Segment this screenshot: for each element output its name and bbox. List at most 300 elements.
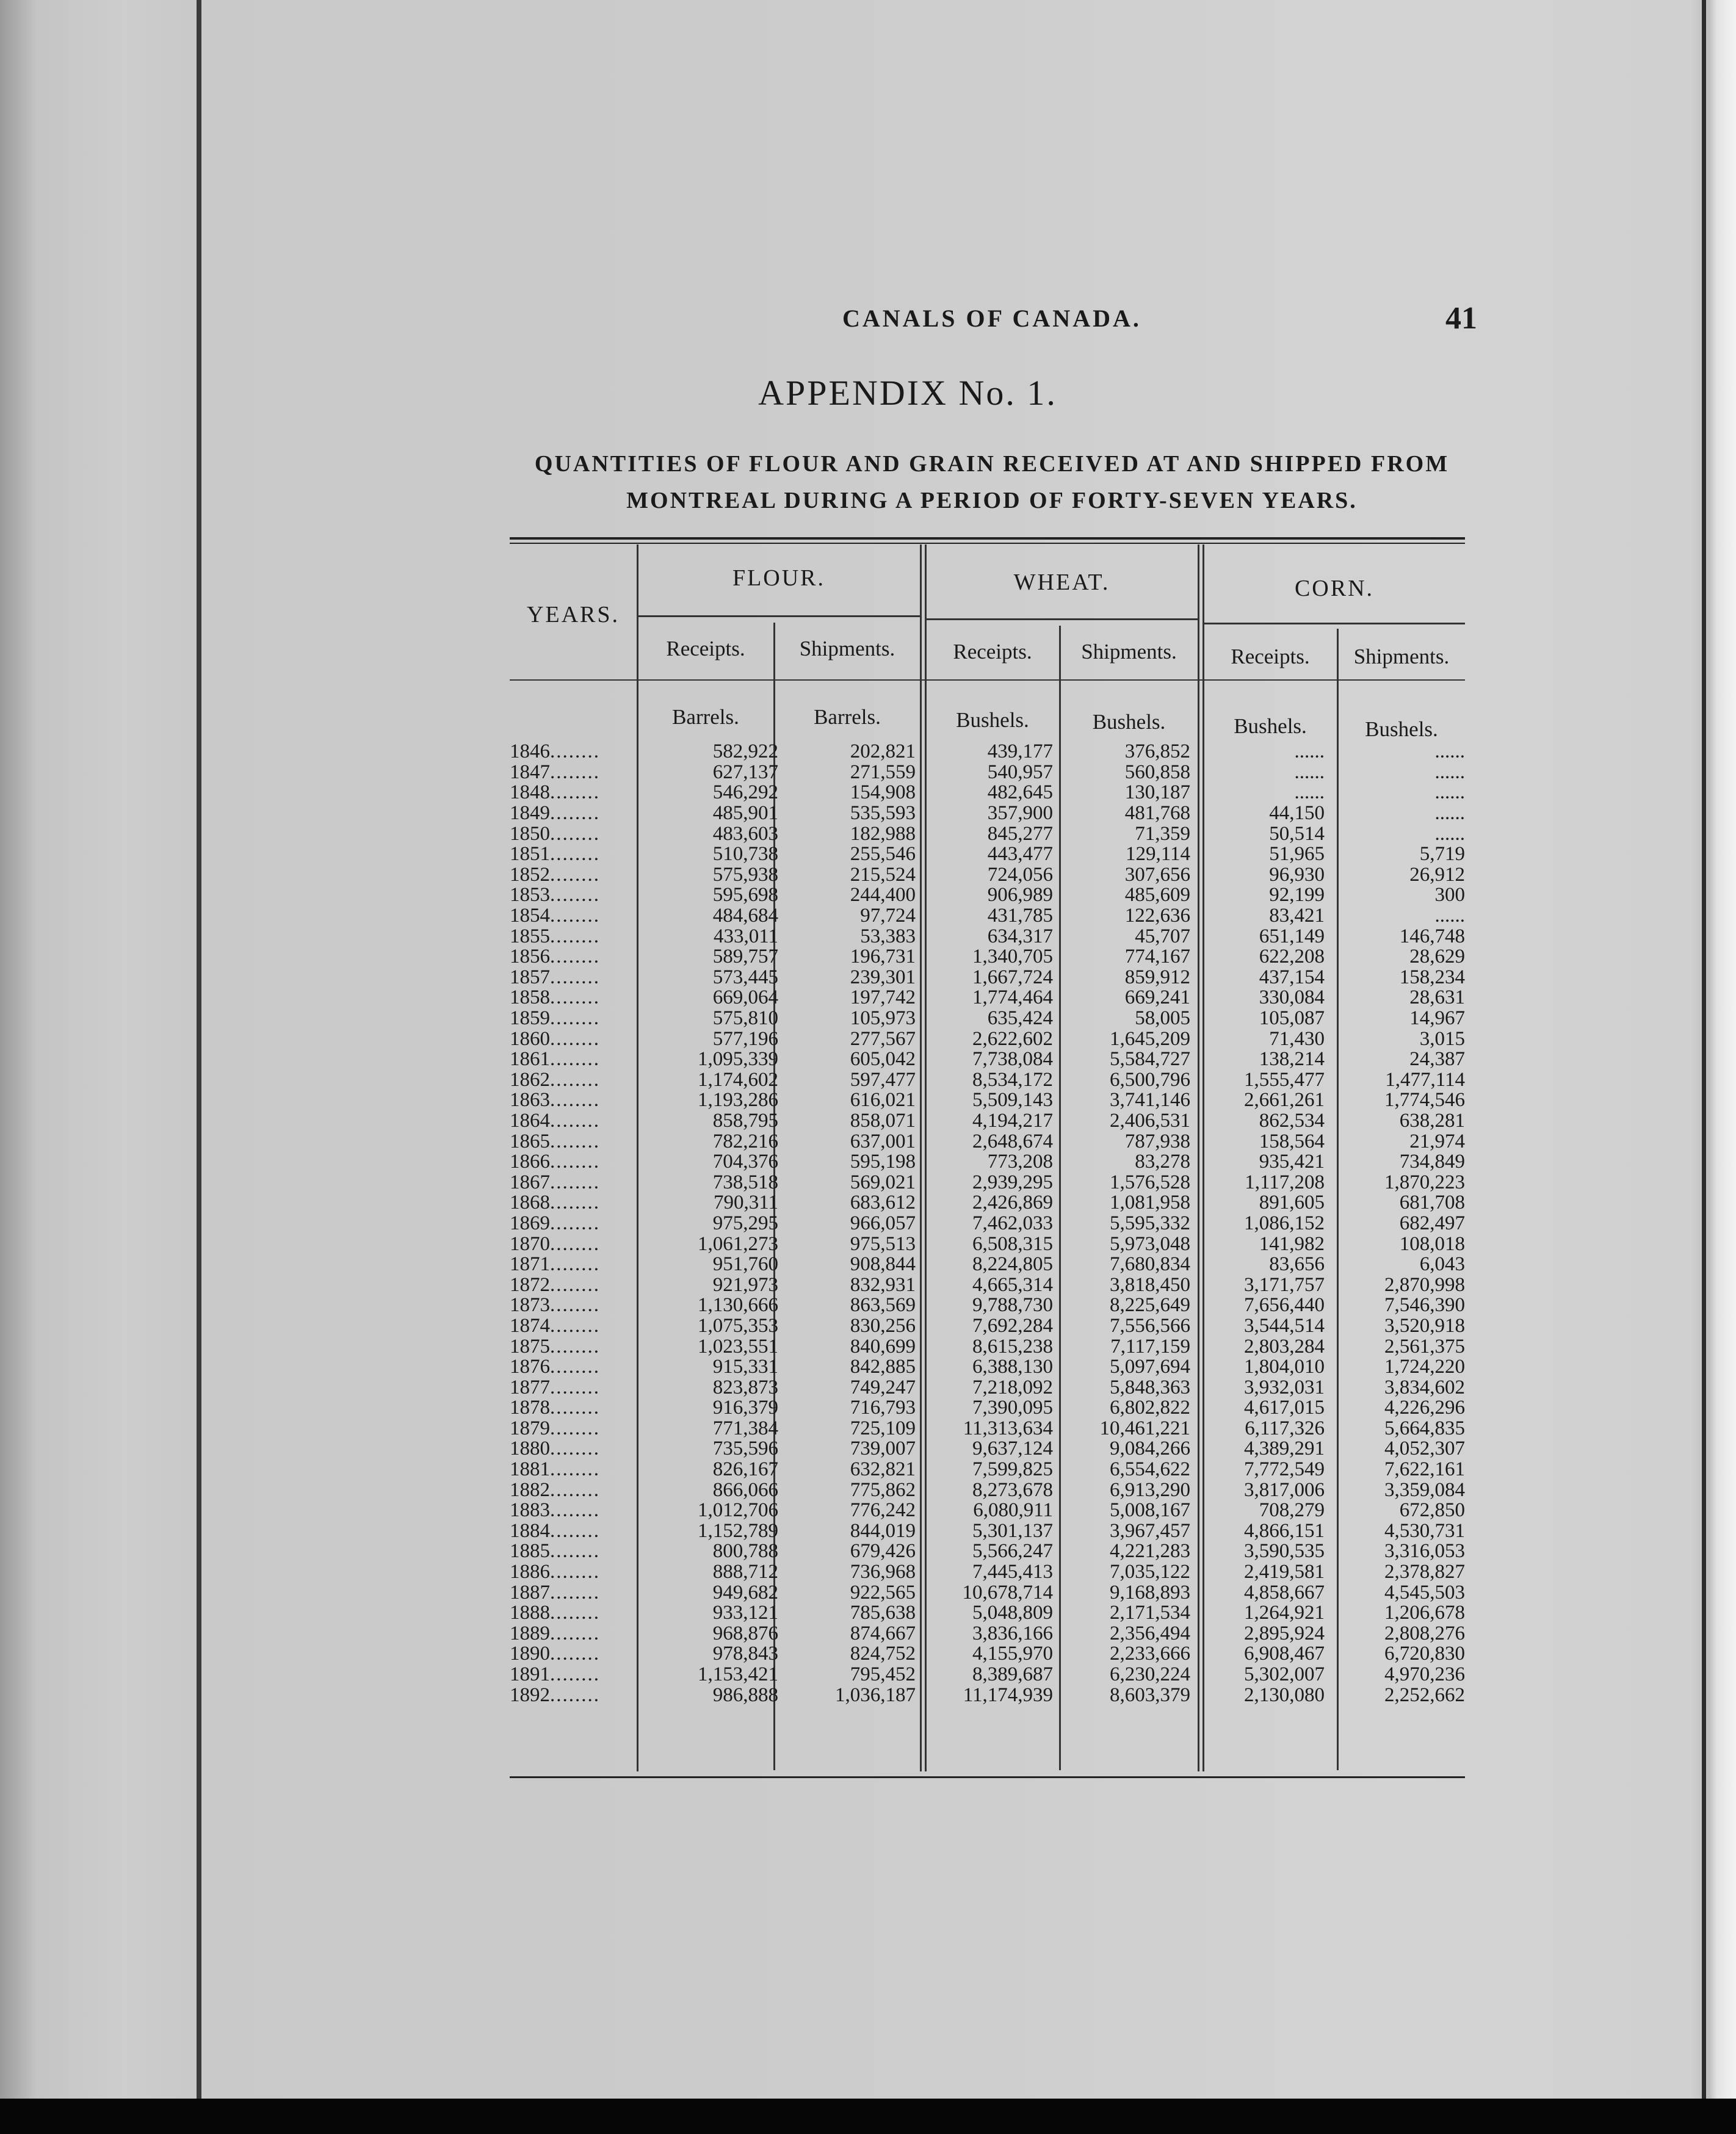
table-row (510, 1049, 1465, 1070)
year-cell (510, 1398, 638, 1419)
year-cell (510, 1521, 638, 1542)
year-cell (510, 1234, 638, 1254)
value-cell: 7,117,159 (1110, 1336, 1190, 1357)
year-cell (510, 1213, 638, 1234)
value-cell: 575,810 (712, 1008, 778, 1029)
value-cell: 6,230,224 (1110, 1664, 1190, 1685)
value-cell: 433,011 (713, 926, 778, 947)
wheat-group-rule (926, 618, 1198, 620)
value-cell: 863,569 (850, 1295, 916, 1316)
corn-shipments-header: Shipments. (1353, 645, 1450, 668)
value-cell: 874,667 (850, 1623, 916, 1644)
value-cell: 858,071 (850, 1110, 916, 1132)
year-cell (510, 1480, 638, 1500)
value-cell: 2,803,284 (1244, 1336, 1325, 1357)
value-cell: 1,036,187 (835, 1685, 916, 1705)
table-row (510, 1275, 1465, 1295)
appendix-title: APPENDIX No. 1. (758, 373, 1057, 413)
value-cell: 738,518 (712, 1172, 778, 1193)
leader-dots: ........ (550, 1336, 600, 1357)
leader-dots: ........ (550, 742, 600, 762)
value-cell: 1,012,706 (698, 1500, 778, 1521)
leader-dots: ........ (550, 1172, 600, 1193)
leader-dots: ........ (550, 1644, 600, 1665)
header-bottom-rule (510, 679, 1465, 681)
value-cell: ...... (1294, 762, 1325, 783)
value-cell: 842,885 (850, 1356, 916, 1378)
value-cell: 782,216 (712, 1131, 778, 1152)
year-cell (510, 865, 638, 886)
value-cell: 1,095,339 (698, 1049, 778, 1070)
value-cell: 431,785 (987, 905, 1053, 927)
value-cell: 1,061,273 (698, 1234, 778, 1254)
year-cell (510, 1439, 638, 1459)
value-cell: 443,477 (987, 844, 1053, 865)
year-value: 1885 (510, 1541, 550, 1562)
year-cell (510, 1111, 638, 1132)
value-cell: 975,513 (850, 1234, 916, 1254)
value-cell: 651,149 (1259, 926, 1325, 947)
table-row (510, 1193, 1465, 1213)
value-cell: 2,622,602 (972, 1029, 1053, 1049)
value-cell: 255,546 (850, 844, 916, 865)
table-row (510, 1521, 1465, 1542)
value-cell: 3,520,918 (1384, 1315, 1465, 1337)
value-cell: 790,311 (713, 1193, 778, 1213)
flour-shipments-header: Shipments. (799, 637, 895, 660)
value-cell: 108,018 (1399, 1234, 1465, 1254)
year-cell (510, 1029, 638, 1049)
year-cell (510, 1685, 638, 1705)
value-cell: 307,656 (1124, 864, 1190, 886)
value-cell: 8,534,172 (972, 1069, 1053, 1091)
value-cell: 6,908,467 (1244, 1644, 1325, 1665)
value-cell: 1,477,114 (1385, 1069, 1465, 1091)
leader-dots: ........ (550, 1623, 600, 1644)
value-cell: 7,622,161 (1384, 1459, 1465, 1480)
leader-dots: ........ (550, 988, 600, 1008)
value-cell: 1,086,152 (1244, 1213, 1325, 1234)
value-cell: 1,555,477 (1244, 1069, 1325, 1091)
table-row (510, 906, 1465, 927)
value-cell: 6,508,315 (972, 1234, 1053, 1254)
leader-dots: ........ (550, 1069, 600, 1091)
value-cell: ...... (1434, 905, 1465, 927)
table-row (510, 1419, 1465, 1439)
table-row (510, 1090, 1465, 1111)
value-cell: 277,567 (850, 1029, 916, 1049)
value-cell: 2,419,581 (1244, 1561, 1325, 1583)
value-cell: 859,912 (1124, 967, 1190, 988)
value-cell: 300 (1434, 885, 1465, 906)
value-cell: 83,656 (1269, 1254, 1325, 1275)
value-cell: 7,680,834 (1110, 1254, 1190, 1275)
value-cell: 845,277 (987, 823, 1053, 844)
table-row (510, 1439, 1465, 1459)
value-cell: 28,629 (1409, 946, 1465, 968)
value-cell: 4,665,314 (972, 1275, 1053, 1296)
value-cell: 635,424 (987, 1008, 1053, 1029)
leader-dots: ........ (550, 1213, 600, 1234)
value-cell: 1,193,286 (698, 1090, 778, 1111)
data-table (510, 537, 1465, 1789)
year-cell (510, 1357, 638, 1378)
value-cell: 735,596 (712, 1439, 778, 1459)
value-cell: 669,241 (1124, 988, 1190, 1008)
leader-dots: ........ (550, 967, 600, 988)
value-cell: 154,908 (850, 783, 916, 803)
value-cell: 4,545,503 (1384, 1582, 1465, 1603)
year-value: 1848 (510, 783, 550, 803)
value-cell: 3,932,031 (1244, 1377, 1325, 1398)
value-cell: 7,738,084 (972, 1049, 1053, 1070)
year-value: 1873 (510, 1295, 550, 1316)
leader-dots: ........ (550, 1582, 600, 1603)
year-value: 1846 (510, 742, 550, 762)
value-cell: 4,226,296 (1384, 1398, 1465, 1419)
value-cell: 92,199 (1269, 885, 1325, 906)
value-cell: ...... (1294, 783, 1325, 803)
year-value: 1865 (510, 1131, 550, 1152)
value-cell: 26,912 (1409, 864, 1465, 886)
year-value: 1863 (510, 1090, 550, 1111)
value-cell: 823,873 (712, 1377, 778, 1398)
value-cell: 105,973 (850, 1008, 916, 1029)
year-value: 1875 (510, 1336, 550, 1357)
year-cell (510, 1172, 638, 1193)
table-row (510, 823, 1465, 844)
leader-dots: ........ (550, 1315, 600, 1337)
leader-dots: ........ (550, 1234, 600, 1254)
value-cell: 824,752 (850, 1644, 916, 1665)
value-cell: 28,631 (1409, 988, 1465, 1008)
value-cell: 2,808,276 (1384, 1623, 1465, 1644)
value-cell: 215,524 (850, 864, 916, 886)
leader-dots: ........ (550, 844, 600, 865)
value-cell: 1,576,528 (1110, 1172, 1190, 1193)
wheat-shipments-unit: Bushels. (1092, 710, 1166, 734)
value-cell: 71,430 (1269, 1029, 1325, 1049)
year-value: 1872 (510, 1275, 550, 1296)
value-cell: 4,194,217 (972, 1110, 1053, 1132)
value-cell: 7,218,092 (972, 1377, 1053, 1398)
year-value: 1851 (510, 844, 550, 865)
value-cell: 484,684 (712, 905, 778, 927)
leader-dots: ........ (550, 762, 600, 783)
value-cell: ...... (1294, 742, 1325, 762)
value-cell: 7,546,390 (1384, 1295, 1465, 1316)
value-cell: 50,514 (1269, 823, 1325, 844)
year-cell (510, 1295, 638, 1316)
value-cell: 832,931 (850, 1275, 916, 1296)
year-cell (510, 1562, 638, 1583)
flour-header: FLOUR. (732, 565, 826, 591)
year-value: 1860 (510, 1029, 550, 1049)
year-cell (510, 1152, 638, 1173)
value-cell: 485,609 (1124, 885, 1190, 906)
value-cell: 6,500,796 (1110, 1069, 1190, 1091)
value-cell: 24,387 (1409, 1049, 1465, 1070)
year-cell (510, 762, 638, 783)
value-cell: 51,965 (1269, 844, 1325, 865)
corn-receipts-unit: Bushels. (1234, 714, 1307, 738)
value-cell: ...... (1434, 783, 1465, 803)
table-row (510, 1254, 1465, 1275)
table-row (510, 762, 1465, 783)
value-cell: 1,804,010 (1244, 1356, 1325, 1378)
value-cell: 4,530,731 (1384, 1521, 1465, 1542)
value-cell: 681,708 (1399, 1193, 1465, 1213)
value-cell: 749,247 (850, 1377, 916, 1398)
value-cell: 595,198 (850, 1151, 916, 1173)
year-value: 1852 (510, 864, 550, 886)
year-cell (510, 1254, 638, 1275)
value-cell: 3,834,602 (1384, 1377, 1465, 1398)
corn-shipments-unit: Bushels. (1365, 717, 1438, 741)
value-cell: 2,406,531 (1110, 1110, 1190, 1132)
value-cell: 10,678,714 (962, 1582, 1053, 1603)
flour-group-rule (638, 615, 920, 617)
leader-dots: ........ (550, 1480, 600, 1500)
value-cell: 546,292 (712, 783, 778, 803)
year-cell (510, 783, 638, 803)
value-cell: 7,035,122 (1110, 1561, 1190, 1583)
value-cell: 2,561,375 (1384, 1336, 1465, 1357)
value-cell: 634,317 (987, 926, 1053, 947)
value-cell: 826,167 (712, 1459, 778, 1480)
value-cell: 935,421 (1259, 1151, 1325, 1173)
value-cell: 888,712 (712, 1561, 778, 1583)
table-row (510, 1541, 1465, 1562)
leader-dots: ........ (550, 1398, 600, 1419)
value-cell: 83,278 (1135, 1151, 1190, 1173)
value-cell: 6,080,911 (973, 1500, 1053, 1521)
value-cell: 3,544,514 (1244, 1315, 1325, 1337)
value-cell: 6,913,290 (1110, 1480, 1190, 1500)
value-cell: 5,301,137 (972, 1521, 1053, 1542)
value-cell: 244,400 (850, 885, 916, 906)
year-cell (510, 1070, 638, 1091)
leader-dots: ........ (550, 1459, 600, 1480)
value-cell: 1,081,958 (1110, 1193, 1190, 1213)
value-cell: 776,242 (850, 1500, 916, 1521)
year-cell (510, 988, 638, 1008)
value-cell: 638,281 (1399, 1110, 1465, 1132)
table-row (510, 1008, 1465, 1029)
year-cell (510, 1049, 638, 1070)
value-cell: 3,590,535 (1244, 1541, 1325, 1562)
year-cell (510, 1131, 638, 1152)
bottom-rule (510, 1776, 1465, 1778)
table-row (510, 947, 1465, 968)
table-row (510, 1603, 1465, 1624)
year-value: 1866 (510, 1151, 550, 1173)
year-value: 1856 (510, 946, 550, 968)
value-cell: 724,056 (987, 864, 1053, 886)
year-cell (510, 968, 638, 988)
leader-dots: ........ (550, 1295, 600, 1316)
value-cell: 5,584,727 (1110, 1049, 1190, 1070)
value-cell: 11,313,634 (963, 1418, 1053, 1439)
year-value: 1871 (510, 1254, 550, 1275)
year-value: 1884 (510, 1521, 550, 1542)
value-cell: 7,462,033 (972, 1213, 1053, 1234)
value-cell: 622,208 (1259, 946, 1325, 968)
leader-dots: ........ (550, 1685, 600, 1705)
table-row (510, 865, 1465, 886)
value-cell: 540,957 (987, 762, 1053, 783)
leader-dots: ........ (550, 783, 600, 803)
value-cell: 5,008,167 (1110, 1500, 1190, 1521)
value-cell: 616,021 (850, 1090, 916, 1111)
value-cell: 858,795 (712, 1110, 778, 1132)
value-cell: 1,152,789 (698, 1521, 778, 1542)
year-cell (510, 1008, 638, 1029)
year-value: 1891 (510, 1664, 550, 1685)
value-cell: 2,661,261 (1244, 1090, 1325, 1111)
year-cell (510, 1459, 638, 1480)
table-row (510, 1336, 1465, 1357)
value-cell: 4,858,667 (1244, 1582, 1325, 1603)
value-cell: 5,595,332 (1110, 1213, 1190, 1234)
table-row (510, 1624, 1465, 1644)
year-value: 1877 (510, 1377, 550, 1398)
scan-border (0, 2099, 1736, 2134)
value-cell: 908,844 (850, 1254, 916, 1275)
value-cell: 787,938 (1124, 1131, 1190, 1152)
year-cell (510, 1500, 638, 1521)
value-cell: 951,760 (712, 1254, 778, 1275)
value-cell: 7,445,413 (972, 1561, 1053, 1583)
value-cell: 83,421 (1269, 905, 1325, 927)
value-cell: 21,974 (1409, 1131, 1465, 1152)
value-cell: 483,603 (712, 823, 778, 844)
year-value: 1855 (510, 926, 550, 947)
year-value: 1883 (510, 1500, 550, 1521)
value-cell: 8,225,649 (1110, 1295, 1190, 1316)
value-cell: 725,109 (850, 1418, 916, 1439)
table-row (510, 1213, 1465, 1234)
year-value: 1882 (510, 1480, 550, 1500)
value-cell: 8,273,678 (972, 1480, 1053, 1500)
year-cell (510, 1419, 638, 1439)
leader-dots: ........ (550, 1049, 600, 1070)
value-cell: 9,788,730 (972, 1295, 1053, 1316)
table-row (510, 803, 1465, 824)
year-value: 1869 (510, 1213, 550, 1234)
year-cell (510, 926, 638, 947)
value-cell: 582,922 (712, 742, 778, 762)
value-cell: 437,154 (1259, 967, 1325, 988)
value-cell: 2,171,534 (1110, 1602, 1190, 1624)
flour-receipts-header: Receipts. (666, 637, 745, 660)
table-row (510, 885, 1465, 906)
leader-dots: ........ (550, 1521, 600, 1542)
year-cell (510, 844, 638, 865)
year-value: 1881 (510, 1459, 550, 1480)
value-cell: 8,389,687 (972, 1664, 1053, 1685)
value-cell: 627,137 (712, 762, 778, 783)
leader-dots: ........ (550, 1275, 600, 1296)
table-row (510, 1316, 1465, 1337)
value-cell: 8,224,805 (972, 1254, 1053, 1275)
value-cell: 6,388,130 (972, 1356, 1053, 1378)
value-cell: 1,153,421 (698, 1664, 778, 1685)
value-cell: 3,817,006 (1244, 1480, 1325, 1500)
value-cell: 922,565 (850, 1582, 916, 1603)
value-cell: 597,477 (850, 1069, 916, 1091)
table-row (510, 1234, 1465, 1254)
leader-dots: ........ (550, 1602, 600, 1624)
value-cell: 5,566,247 (972, 1541, 1053, 1562)
leader-dots: ........ (550, 1561, 600, 1583)
year-cell (510, 1603, 638, 1624)
value-cell: 96,930 (1269, 864, 1325, 886)
value-cell: 6,043 (1419, 1254, 1465, 1275)
value-cell: 3,171,757 (1244, 1275, 1325, 1296)
year-cell (510, 1541, 638, 1562)
value-cell: 4,970,236 (1384, 1664, 1465, 1685)
table-row (510, 968, 1465, 988)
value-cell: 1,667,724 (972, 967, 1053, 988)
value-cell: 14,967 (1409, 1008, 1465, 1029)
table-row (510, 1685, 1465, 1705)
value-cell: 9,637,124 (972, 1439, 1053, 1459)
value-cell: 1,206,678 (1384, 1602, 1465, 1624)
value-cell: 771,384 (712, 1418, 778, 1439)
year-value: 1878 (510, 1398, 550, 1419)
value-cell: 862,534 (1259, 1110, 1325, 1132)
value-cell: 3,015 (1419, 1029, 1465, 1049)
leader-dots: ........ (550, 1151, 600, 1173)
flour-shipments-unit: Barrels. (814, 705, 881, 729)
value-cell: 2,252,662 (1384, 1685, 1465, 1705)
value-cell: 5,302,007 (1244, 1664, 1325, 1685)
leader-dots: ........ (550, 1418, 600, 1439)
value-cell: 739,007 (850, 1439, 916, 1459)
value-cell: 589,757 (712, 946, 778, 968)
value-cell: 2,870,998 (1384, 1275, 1465, 1296)
table-row (510, 1131, 1465, 1152)
leader-dots: ........ (550, 1439, 600, 1459)
value-cell: 146,748 (1399, 926, 1465, 947)
year-cell (510, 803, 638, 824)
value-cell: 271,559 (850, 762, 916, 783)
value-cell: 795,452 (850, 1664, 916, 1685)
value-cell: 53,383 (860, 926, 916, 947)
wheat-receipts-header: Receipts. (953, 640, 1032, 664)
value-cell: 669,064 (712, 988, 778, 1008)
value-cell: 933,121 (712, 1602, 778, 1624)
value-cell: 840,699 (850, 1336, 916, 1357)
value-cell: 4,155,970 (972, 1644, 1053, 1665)
value-cell: 239,301 (850, 967, 916, 988)
years-header: YEARS. (526, 602, 620, 628)
value-cell: 197,742 (850, 988, 916, 1008)
value-cell: 708,279 (1259, 1500, 1325, 1521)
value-cell: 968,876 (712, 1623, 778, 1644)
year-cell (510, 823, 638, 844)
value-cell: 5,509,143 (972, 1090, 1053, 1111)
table-row (510, 1070, 1465, 1091)
value-cell: 736,968 (850, 1561, 916, 1583)
leader-dots: ........ (550, 946, 600, 968)
wheat-header: WHEAT. (1013, 570, 1110, 595)
value-cell: 577,196 (712, 1029, 778, 1049)
corn-receipts-header: Receipts. (1231, 645, 1310, 668)
value-cell: 6,554,622 (1110, 1459, 1190, 1480)
value-cell: 4,617,015 (1244, 1398, 1325, 1419)
